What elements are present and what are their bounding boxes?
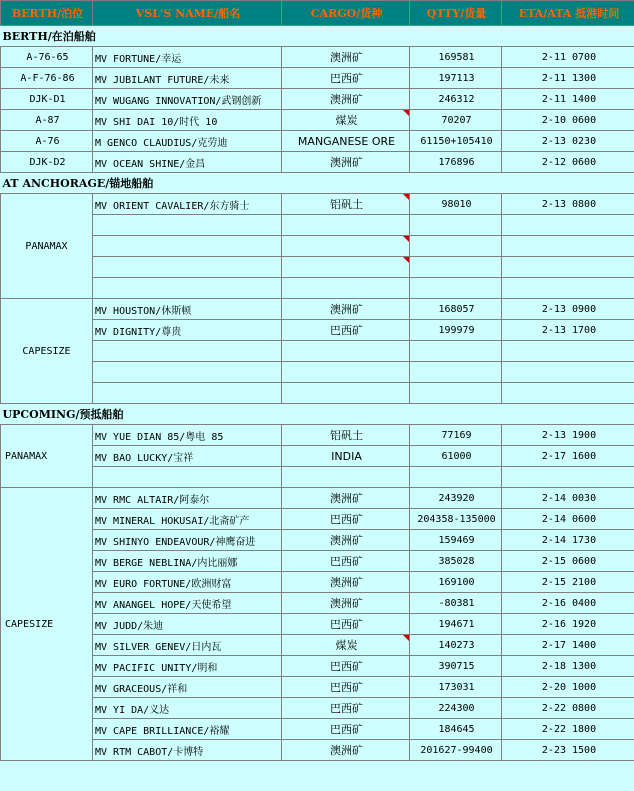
table-row bbox=[1, 68, 634, 89]
empty-cell[interactable] bbox=[410, 215, 502, 236]
quantity-cell[interactable]: 98010 bbox=[410, 194, 502, 215]
vessel-name-cell[interactable]: MV CAPE BRILLIANCE/裕耀 bbox=[93, 719, 282, 740]
quantity-cell[interactable]: 184645 bbox=[410, 719, 502, 740]
empty-cell[interactable] bbox=[93, 362, 282, 383]
eta-cell[interactable]: 2-13 0800 bbox=[502, 194, 634, 215]
section-row bbox=[1, 26, 634, 47]
empty-row bbox=[1, 383, 634, 404]
cargo-cell[interactable]: 澳洲矿 bbox=[282, 572, 410, 593]
table-row bbox=[1, 572, 634, 593]
vessel-name-cell[interactable]: MV SILVER GENEV/日内瓦 bbox=[93, 635, 282, 656]
vessel-name-cell[interactable]: MV ANANGEL HOPE/天使希望 bbox=[93, 593, 282, 614]
empty-row bbox=[1, 236, 634, 257]
cargo-cell[interactable]: 澳洲矿 bbox=[282, 593, 410, 614]
vessel-name-cell[interactable]: M GENCO CLAUDIUS/克劳迪 bbox=[93, 131, 282, 152]
cargo-cell[interactable]: 巴西矿 bbox=[282, 509, 410, 530]
section-row bbox=[1, 404, 634, 425]
eta-cell[interactable]: 2-17 1400 bbox=[502, 635, 634, 656]
empty-cell[interactable] bbox=[502, 362, 634, 383]
berth-cell[interactable]: A-87 bbox=[1, 110, 93, 131]
cargo-cell[interactable]: 澳洲矿 bbox=[282, 152, 410, 173]
vessel-name-cell[interactable]: MV EURO FORTUNE/欧洲财富 bbox=[93, 572, 282, 593]
quantity-cell[interactable]: 224300 bbox=[410, 698, 502, 719]
eta-cell[interactable]: 2-20 1000 bbox=[502, 677, 634, 698]
eta-cell[interactable]: 2-14 0600 bbox=[502, 509, 634, 530]
eta-cell[interactable]: 2-16 0400 bbox=[502, 593, 634, 614]
empty-row bbox=[1, 257, 634, 278]
group-label-panamax: PANAMAX bbox=[1, 425, 93, 488]
quantity-cell[interactable]: 70207 bbox=[410, 110, 502, 131]
eta-cell[interactable]: 2-23 1500 bbox=[502, 740, 634, 761]
quantity-cell[interactable]: 199979 bbox=[410, 320, 502, 341]
empty-cell[interactable] bbox=[410, 383, 502, 404]
cargo-cell[interactable]: 铝矾土 bbox=[282, 425, 410, 446]
cargo-cell[interactable]: 巴西矿 bbox=[282, 698, 410, 719]
table-row bbox=[1, 425, 634, 446]
eta-cell[interactable]: 2-16 1920 bbox=[502, 614, 634, 635]
vessel-name-cell[interactable]: MV MINERAL HOKUSAI/北斋矿产 bbox=[93, 509, 282, 530]
table-row bbox=[1, 593, 634, 614]
header-eta[interactable]: ETA/ATA 抵港时间 bbox=[502, 1, 634, 26]
empty-cell[interactable] bbox=[502, 215, 634, 236]
berth-cell[interactable]: DJK-D2 bbox=[1, 152, 93, 173]
table-row bbox=[1, 446, 634, 467]
vessel-name-cell[interactable]: MV OCEAN SHINE/金昌 bbox=[93, 152, 282, 173]
eta-cell[interactable]: 2-13 1700 bbox=[502, 320, 634, 341]
group-label-capesize: CAPESIZE bbox=[1, 488, 93, 761]
table-row bbox=[1, 530, 634, 551]
empty-row bbox=[1, 467, 634, 488]
quantity-cell[interactable]: 176896 bbox=[410, 152, 502, 173]
quantity-cell[interactable]: 197113 bbox=[410, 68, 502, 89]
empty-cell[interactable] bbox=[282, 383, 410, 404]
empty-cell[interactable] bbox=[93, 278, 282, 299]
header-row bbox=[1, 1, 634, 26]
quantity-cell[interactable]: 77169 bbox=[410, 425, 502, 446]
vessel-name-cell[interactable]: MV GRACEOUS/祥和 bbox=[93, 677, 282, 698]
cargo-cell[interactable]: MANGANESE ORE bbox=[282, 131, 410, 152]
table-row bbox=[1, 719, 634, 740]
table-row bbox=[1, 509, 634, 530]
empty-cell[interactable] bbox=[282, 257, 410, 278]
empty-cell[interactable] bbox=[502, 278, 634, 299]
empty-cell[interactable] bbox=[502, 341, 634, 362]
table-row bbox=[1, 488, 634, 509]
cargo-cell[interactable]: 巴西矿 bbox=[282, 320, 410, 341]
cargo-cell[interactable]: 澳洲矿 bbox=[282, 740, 410, 761]
quantity-cell[interactable]: 243920 bbox=[410, 488, 502, 509]
quantity-cell[interactable]: 169100 bbox=[410, 572, 502, 593]
cargo-cell[interactable]: 澳洲矿 bbox=[282, 47, 410, 68]
eta-cell[interactable]: 2-18 1300 bbox=[502, 656, 634, 677]
group-label-panamax: PANAMAX bbox=[1, 194, 93, 299]
empty-row bbox=[1, 362, 634, 383]
vessel-name-cell[interactable]: MV BAO LUCKY/宝祥 bbox=[93, 446, 282, 467]
table-row bbox=[1, 89, 634, 110]
empty-cell[interactable] bbox=[502, 383, 634, 404]
cargo-cell[interactable]: 澳洲矿 bbox=[282, 488, 410, 509]
header-cargo[interactable]: CARGO/货种 bbox=[282, 1, 410, 26]
quantity-cell[interactable]: 385028 bbox=[410, 551, 502, 572]
eta-cell[interactable]: 2-22 1800 bbox=[502, 719, 634, 740]
cargo-cell[interactable]: INDIA bbox=[282, 446, 410, 467]
empty-cell[interactable] bbox=[282, 467, 410, 488]
eta-cell[interactable]: 2-11 1400 bbox=[502, 89, 634, 110]
table-row bbox=[1, 299, 634, 320]
cargo-cell[interactable]: 巴西矿 bbox=[282, 614, 410, 635]
vessel-name-cell[interactable]: MV YI DA/义达 bbox=[93, 698, 282, 719]
empty-cell[interactable] bbox=[93, 257, 282, 278]
empty-cell[interactable] bbox=[282, 215, 410, 236]
table-row bbox=[1, 152, 634, 173]
eta-cell[interactable]: 2-13 0230 bbox=[502, 131, 634, 152]
vessel-name-cell[interactable]: MV DIGNITY/尊贵 bbox=[93, 320, 282, 341]
vessel-name-cell[interactable]: MV YUE DIAN 85/粤电 85 bbox=[93, 425, 282, 446]
empty-row bbox=[1, 278, 634, 299]
table-row bbox=[1, 320, 634, 341]
empty-cell[interactable] bbox=[93, 383, 282, 404]
empty-cell[interactable] bbox=[282, 362, 410, 383]
empty-cell[interactable] bbox=[410, 467, 502, 488]
cargo-cell[interactable]: 巴西矿 bbox=[282, 656, 410, 677]
quantity-cell[interactable]: 246312 bbox=[410, 89, 502, 110]
quantity-cell[interactable]: 168057 bbox=[410, 299, 502, 320]
eta-cell[interactable]: 2-11 1300 bbox=[502, 68, 634, 89]
empty-cell[interactable] bbox=[502, 467, 634, 488]
empty-cell[interactable] bbox=[282, 278, 410, 299]
header-vessel[interactable]: VSL'S NAME/船名 bbox=[93, 1, 282, 26]
eta-cell[interactable]: 2-13 0900 bbox=[502, 299, 634, 320]
empty-cell[interactable] bbox=[410, 278, 502, 299]
vessel-name-cell[interactable]: MV FORTUNE/幸运 bbox=[93, 47, 282, 68]
empty-cell[interactable] bbox=[410, 236, 502, 257]
section-title: AT ANCHORAGE/锚地船舶 bbox=[1, 173, 634, 194]
cargo-cell[interactable]: 煤炭 bbox=[282, 110, 410, 131]
empty-cell[interactable] bbox=[93, 215, 282, 236]
group-label-capesize: CAPESIZE bbox=[1, 299, 93, 404]
quantity-cell[interactable]: 61000 bbox=[410, 446, 502, 467]
vessel-name-cell[interactable]: MV BERGE NEBLINA/内比丽娜 bbox=[93, 551, 282, 572]
eta-cell[interactable]: 2-10 0600 bbox=[502, 110, 634, 131]
vessel-name-cell[interactable]: MV RMC ALTAIR/阿泰尔 bbox=[93, 488, 282, 509]
quantity-cell[interactable]: 194671 bbox=[410, 614, 502, 635]
empty-cell[interactable] bbox=[410, 362, 502, 383]
empty-cell[interactable] bbox=[410, 257, 502, 278]
cargo-cell[interactable]: 巴西矿 bbox=[282, 68, 410, 89]
cargo-cell[interactable]: 巴西矿 bbox=[282, 719, 410, 740]
vessel-name-cell[interactable]: MV RTM CABOT/卡博特 bbox=[93, 740, 282, 761]
quantity-cell[interactable]: 159469 bbox=[410, 530, 502, 551]
quantity-cell[interactable]: 169581 bbox=[410, 47, 502, 68]
vessel-name-cell[interactable]: MV JUDD/朱迪 bbox=[93, 614, 282, 635]
eta-cell[interactable]: 2-17 1600 bbox=[502, 446, 634, 467]
section-row bbox=[1, 173, 634, 194]
berth-cell[interactable]: A-F-76-86 bbox=[1, 68, 93, 89]
cargo-cell[interactable]: 铝矾土 bbox=[282, 194, 410, 215]
vessel-name-cell[interactable]: MV PACIFIC UNITY/明和 bbox=[93, 656, 282, 677]
vessel-name-cell[interactable]: MV HOUSTON/休斯顿 bbox=[93, 299, 282, 320]
vessel-name-cell[interactable]: MV WUGANG INNOVATION/武钢创新 bbox=[93, 89, 282, 110]
table-row bbox=[1, 614, 634, 635]
empty-cell[interactable] bbox=[93, 341, 282, 362]
eta-cell[interactable]: 2-12 0600 bbox=[502, 152, 634, 173]
berth-cell[interactable]: A-76-65 bbox=[1, 47, 93, 68]
table-row bbox=[1, 656, 634, 677]
quantity-cell[interactable]: 173031 bbox=[410, 677, 502, 698]
header-berth[interactable]: BERTH/泊位 bbox=[1, 1, 93, 26]
section-title: BERTH/在泊船舶 bbox=[1, 26, 634, 47]
empty-cell[interactable] bbox=[282, 341, 410, 362]
cargo-cell[interactable]: 澳洲矿 bbox=[282, 299, 410, 320]
empty-cell[interactable] bbox=[93, 467, 282, 488]
table-row bbox=[1, 194, 634, 215]
table-row bbox=[1, 677, 634, 698]
cargo-cell[interactable]: 澳洲矿 bbox=[282, 530, 410, 551]
vessel-name-cell[interactable]: MV ORIENT CAVALIER/东方骑士 bbox=[93, 194, 282, 215]
empty-cell[interactable] bbox=[282, 236, 410, 257]
empty-row bbox=[1, 341, 634, 362]
quantity-cell[interactable]: 201627-99400 bbox=[410, 740, 502, 761]
table-row bbox=[1, 110, 634, 131]
section-title: UPCOMING/预抵船舶 bbox=[1, 404, 634, 425]
quantity-cell[interactable]: 140273 bbox=[410, 635, 502, 656]
cargo-cell[interactable]: 巴西矿 bbox=[282, 551, 410, 572]
table-row bbox=[1, 47, 634, 68]
quantity-cell[interactable]: 204358-135000 bbox=[410, 509, 502, 530]
empty-cell[interactable] bbox=[410, 341, 502, 362]
berth-cell[interactable]: A-76 bbox=[1, 131, 93, 152]
eta-cell[interactable]: 2-13 1900 bbox=[502, 425, 634, 446]
table-row bbox=[1, 131, 634, 152]
header-qtty[interactable]: QTTY/货量 bbox=[410, 1, 502, 26]
cargo-cell[interactable]: 澳洲矿 bbox=[282, 89, 410, 110]
eta-cell[interactable]: 2-22 0800 bbox=[502, 698, 634, 719]
empty-cell[interactable] bbox=[93, 236, 282, 257]
cargo-cell[interactable]: 巴西矿 bbox=[282, 677, 410, 698]
vessel-name-cell[interactable]: MV JUBILANT FUTURE/未来 bbox=[93, 68, 282, 89]
empty-cell[interactable] bbox=[502, 257, 634, 278]
table-row bbox=[1, 635, 634, 656]
empty-row bbox=[1, 215, 634, 236]
quantity-cell[interactable]: 390715 bbox=[410, 656, 502, 677]
table-row bbox=[1, 551, 634, 572]
berth-cell[interactable]: DJK-D1 bbox=[1, 89, 93, 110]
quantity-cell[interactable]: -80381 bbox=[410, 593, 502, 614]
table-row bbox=[1, 740, 634, 761]
quantity-cell[interactable]: 61150+105410 bbox=[410, 131, 502, 152]
eta-cell[interactable]: 2-15 0600 bbox=[502, 551, 634, 572]
empty-cell[interactable] bbox=[502, 236, 634, 257]
eta-cell[interactable]: 2-11 0700 bbox=[502, 47, 634, 68]
eta-cell[interactable]: 2-15 2100 bbox=[502, 572, 634, 593]
eta-cell[interactable]: 2-14 0030 bbox=[502, 488, 634, 509]
vessel-name-cell[interactable]: MV SHINYO ENDEAVOUR/神鹰奋进 bbox=[93, 530, 282, 551]
table-row bbox=[1, 698, 634, 719]
eta-cell[interactable]: 2-14 1730 bbox=[502, 530, 634, 551]
vessel-name-cell[interactable]: MV SHI DAI 10/时代 10 bbox=[93, 110, 282, 131]
cargo-cell[interactable]: 煤炭 bbox=[282, 635, 410, 656]
